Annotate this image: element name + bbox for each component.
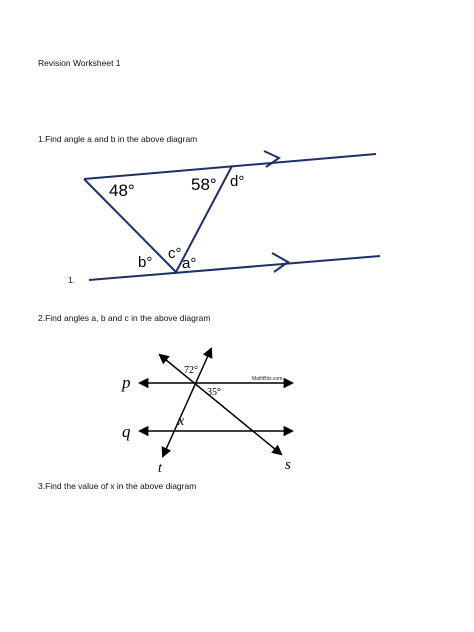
mathbits-watermark: MathBits.com	[252, 376, 283, 382]
label-x: x	[178, 414, 185, 429]
angle-b-label: b°	[138, 254, 153, 271]
angle-c-label: c°	[168, 245, 182, 262]
line-s	[160, 355, 281, 454]
question-2: 2.Find angles a, b and c in the above diagram	[38, 313, 211, 323]
label-q: q	[122, 422, 131, 441]
question-3: 3.Find the value of x in the above diagram	[38, 481, 197, 491]
label-p: p	[122, 373, 131, 392]
angle-d-label: d°	[230, 173, 245, 190]
question-1: 1.Find angle a and b in the above diagram	[38, 134, 198, 144]
angle-35-label: 35°	[207, 387, 221, 398]
list-marker: 1.	[68, 275, 76, 285]
angle-72-label: 72°	[184, 365, 198, 376]
worksheet-title: Revision Worksheet 1	[38, 58, 121, 68]
angle-a-label: a°	[182, 255, 197, 272]
label-s: s	[285, 457, 291, 473]
angle-48-label: 48°	[109, 181, 135, 200]
label-t: t	[158, 461, 162, 476]
angle-58-label: 58°	[191, 175, 217, 194]
